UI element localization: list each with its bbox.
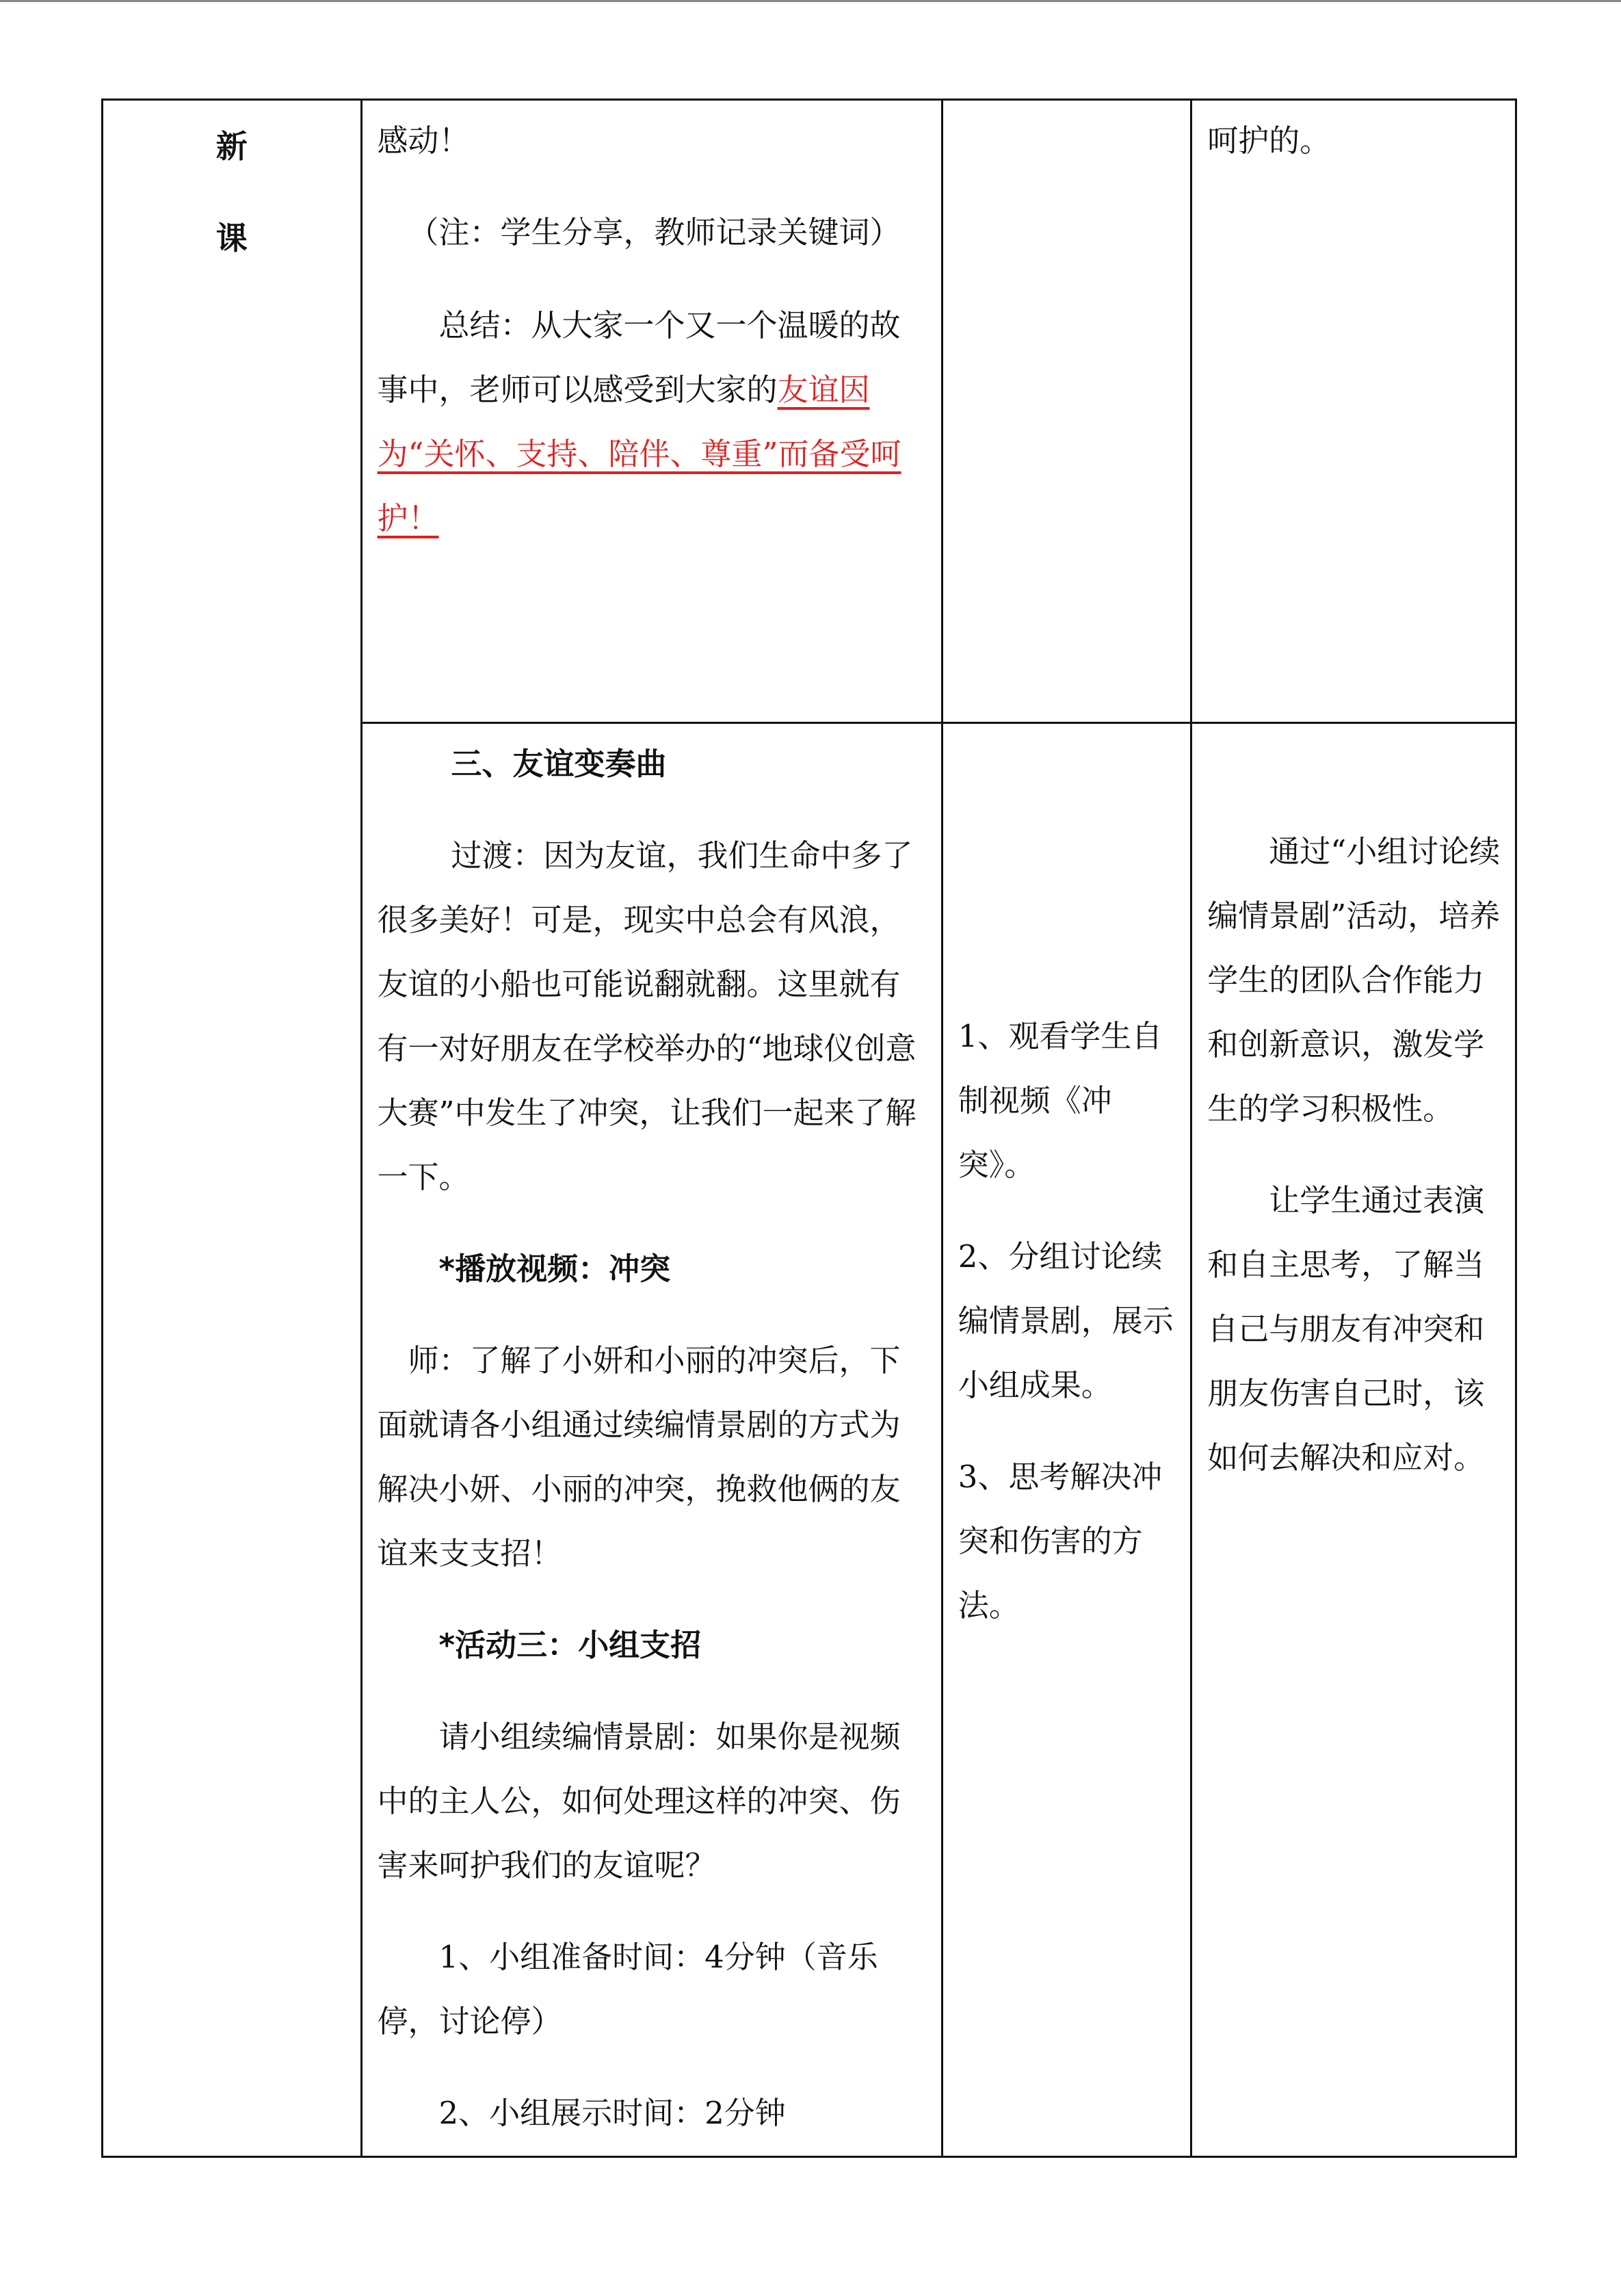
intent-text: 呵护的。 bbox=[1207, 122, 1331, 159]
lesson-plan-table bbox=[101, 99, 1517, 2158]
design-intent-cell bbox=[1191, 723, 1516, 2157]
student-item: 3、思考解决冲突和伤害的方法。 bbox=[958, 1459, 1163, 1623]
stage-cell bbox=[103, 100, 362, 2157]
teacher-activity-cell bbox=[361, 723, 942, 2157]
page-top-border bbox=[0, 0, 1621, 2]
teacher-activity-cell bbox=[361, 100, 942, 723]
intent-paragraph: 让学生通过表演和自主思考，了解当自己与朋友有冲突和朋友伤害自己时，该如何去解决和应对。 bbox=[1207, 1182, 1485, 1476]
teacher-summary bbox=[378, 293, 927, 551]
table-row bbox=[103, 100, 1516, 723]
activity-title: *活动三：小组支招 bbox=[438, 1627, 702, 1663]
transition-text: 过渡：因为友谊，我们生命中多了很多美好！可是，现实中总会有风浪，友谊的小船也可能说翻就翻。这里就有有一对好朋友在学校举办的“地球仪创意大赛”中发生了冲突，让我们一起来了解一下。 bbox=[377, 837, 917, 1195]
summary-highlight: 友谊因为“关怀、支持、陪伴、尊重”而备受呵护！ bbox=[377, 371, 901, 536]
step-item: 2、小组展示时间：2分钟 bbox=[438, 2095, 786, 2131]
teacher-note: （注：学生分享，教师记录关键词） bbox=[408, 214, 901, 250]
summary-text: 总结：从大家一个又一个温暖的故事中，老师可以感受到大家的 bbox=[377, 307, 901, 408]
teacher-talk: 师：了解了小妍和小丽的冲突后，下面就请各小组通过续编情景剧的方式为解决小妍、小丽的冲突，挽救他俩的友谊来支支招！ bbox=[377, 1342, 901, 1571]
student-item: 2、分组讨论续编情景剧，展示小组成果。 bbox=[958, 1238, 1174, 1403]
student-item: 1、观看学生自制视频《冲突》。 bbox=[958, 1018, 1163, 1183]
intent-paragraph: 通过“小组讨论续编情景剧”活动，培养学生的团队合作能力和创新意识，激发学生的学习积极性。 bbox=[1207, 833, 1501, 1127]
student-activity-cell bbox=[942, 100, 1191, 723]
activity-instruction: 请小组续编情景剧：如果你是视频中的主人公，如何处理这样的冲突、伤害来呵护我们的友谊呢？ bbox=[377, 1719, 901, 1883]
teacher-text: 感动！ bbox=[377, 122, 470, 159]
section-heading: 三、友谊变奏曲 bbox=[451, 746, 667, 782]
student-activity-cell bbox=[942, 723, 1191, 2157]
step-item: 1、小组准备时间：4分钟（音乐停，讨论停） bbox=[377, 1939, 878, 2039]
design-intent-cell bbox=[1191, 100, 1516, 723]
stage-label-group bbox=[103, 101, 360, 284]
stage-label-char: 新 bbox=[215, 128, 248, 165]
video-cue: *播放视频：冲突 bbox=[438, 1251, 671, 1287]
stage-label-char: 课 bbox=[215, 220, 248, 257]
